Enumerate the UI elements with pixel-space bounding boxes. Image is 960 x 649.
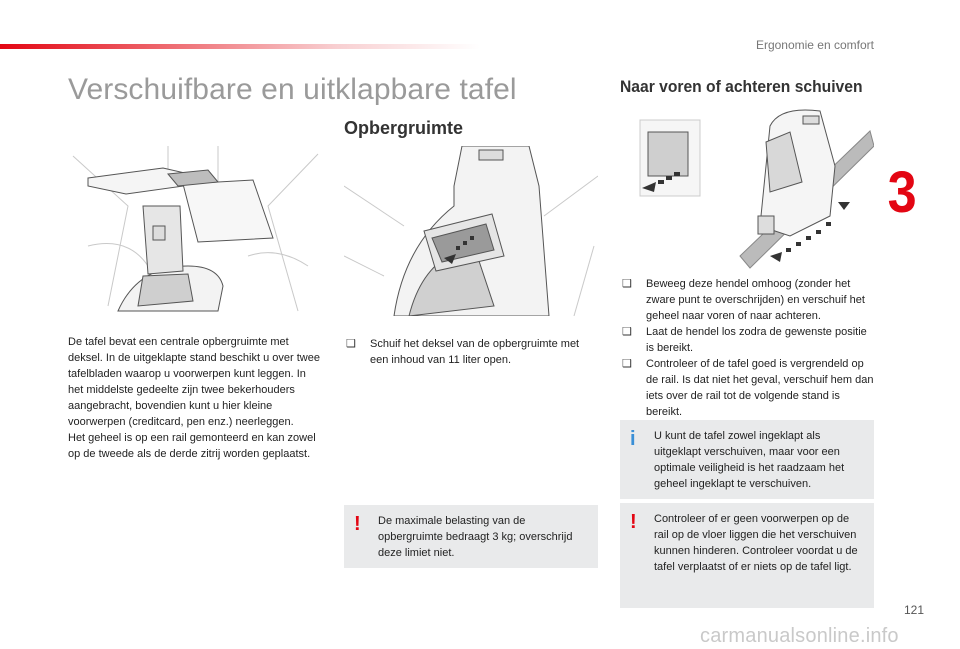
warning-icon: ! [630, 511, 637, 533]
info-box [620, 420, 874, 499]
slide-warning-box [620, 503, 874, 608]
description-paragraph [68, 334, 324, 462]
storage-instructions [344, 336, 600, 368]
list-item [620, 324, 874, 356]
description-text: De tafel bevat een centrale opbergruimte met deksel. In de uitgeklapte stand beschikt u over twee tafelbladen waarop u voorwerpen kunt leggen. In het middelste gedeelte zijn twee bekerhouders aangebracht, bovendien kunt u hier kleine voorwerpen (creditcard, pen enz.) neerleggen. [68, 336, 320, 428]
storage-compartment-illustration [344, 146, 598, 316]
header-color-bar [0, 44, 480, 49]
slide-instructions [620, 276, 874, 420]
checkbox-bullet-icon: ❑ [622, 278, 632, 290]
page-title: Verschuifbare en uitklapbare tafel [68, 73, 517, 106]
warning-text: De maximale belasting van de opbergruimte bedraagt 3 kg; overschrijd deze limiet niet. [378, 515, 573, 559]
checkbox-bullet-icon: ❑ [622, 358, 632, 370]
heading-storage: Opbergruimte [344, 118, 464, 138]
list-item-text: Beweeg deze hendel omhoog (zonder het zware punt te overschrijden) en verschuif het geheel naar voren of naar achteren. [646, 278, 865, 322]
info-text: U kunt de tafel zowel ingeklapt als uitgeklapt verschuiven, maar voor een optimale veiligheid is het raadzaam het geheel ingeklapt te verschuiven. [654, 430, 845, 490]
warning-text: Controleer of er geen voorwerpen op de rail op de vloer liggen die het verschuiven kunnen hinderen. Controleer voordat u de tafel verplaatst of er niets op de tafel ligt. [654, 513, 858, 573]
table-unfolded-illustration [68, 146, 322, 316]
list-item-text: Controleer of de tafel goed is vergrendeld op de rail. Is dat niet het geval, verschuif hem dan iets over de rail tot de volgende stand is bereikt. [646, 358, 874, 418]
section-title: Ergonomie en comfort [755, 38, 874, 52]
heading-slide: Naar voren of achteren schuiven [620, 77, 863, 96]
list-item [344, 336, 600, 368]
checkbox-bullet-icon: ❑ [346, 338, 356, 350]
checkbox-bullet-icon: ❑ [622, 326, 632, 338]
list-item [620, 356, 874, 420]
list-item-text: Laat de hendel los zodra de gewenste positie is bereikt. [646, 326, 867, 354]
info-icon: i [630, 428, 636, 450]
page-number: 121 [904, 603, 925, 617]
storage-warning-box [344, 505, 598, 568]
watermark: carmanualsonline.info [700, 625, 899, 647]
list-item-text: Schuif het deksel van de opbergruimte met een inhoud van 11 liter open. [370, 338, 580, 366]
warning-icon: ! [354, 513, 361, 535]
slide-mechanism-illustration [620, 106, 874, 276]
description-text-2: Het geheel is op een rail gemonteerd en kan zowel op de tweede als de derde zitrij worden geplaatst. [68, 432, 316, 460]
chapter-number: 3 [887, 160, 917, 225]
list-item [620, 276, 874, 324]
